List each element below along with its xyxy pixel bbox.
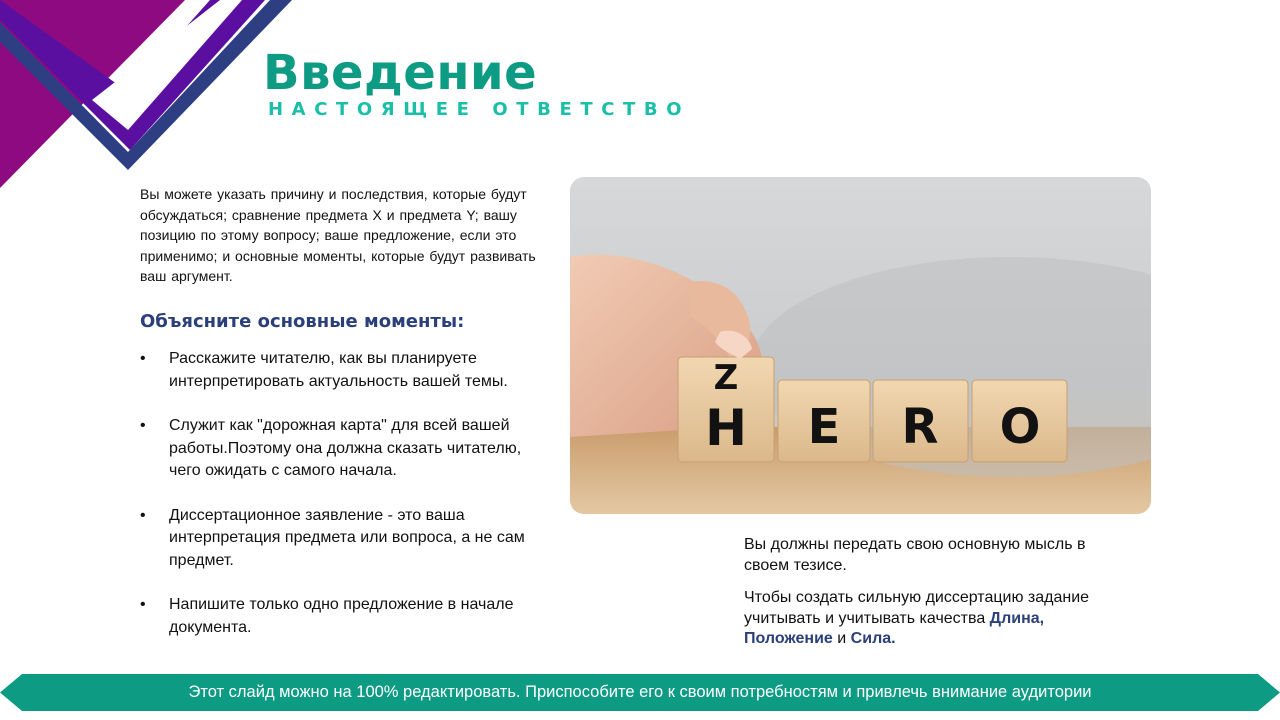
bullet-item (140, 415, 540, 483)
bullet-item (140, 348, 540, 393)
bullet-text: Напишите только одно предложение в начале документа. (169, 596, 514, 636)
bullet-text: Служит как "дорожная карта" для всей вашей работы.Поэтому она должна сказать читателю, чего ожидать с самого начала. (169, 417, 522, 479)
cube-letter: O (999, 399, 1041, 455)
cube-letter: Z (713, 358, 739, 398)
footer-text: Этот слайд можно на 100% редактировать. Приспособите его к своим потребностям и привлечь внимание аудитории (188, 683, 1092, 701)
cube-letter: H (705, 399, 747, 457)
intro-paragraph: Вы можете указать причину и последствия, которые будут обсуждаться; сравнение предмета X и предмета Y; вашу позицию по этому вопросу; ваше предложение, если это применимо; и основные моменты, которые будут развивать ваш аргумент. (140, 186, 536, 284)
note-main-idea: Вы должны передать свою основную мысль в своем тезисе. (744, 536, 1086, 574)
bullet-list (140, 348, 540, 639)
section-heading: Объясните основные моменты: (140, 311, 465, 332)
keyword-strength: Сила. (850, 630, 896, 647)
bullet-item (140, 505, 540, 573)
keyword-position: Положение (744, 630, 833, 647)
note-qualities (744, 588, 1134, 650)
bullet-dot-icon: • (140, 350, 146, 367)
note-qualities-text: Чтобы создать сильную диссертацию задание учитывать и учитывать качества (744, 589, 1090, 627)
cube-letter: R (901, 399, 939, 455)
bullet-item (140, 594, 540, 639)
slide-title: Введение (263, 45, 538, 101)
cube-letter: E (807, 399, 841, 455)
bullet-text: Диссертационное заявление - это ваша интерпретация предмета или вопроса, а не сам предмет. (169, 506, 525, 569)
hero-photo (570, 177, 1151, 514)
keyword-length: Длина, (989, 609, 1045, 627)
bullet-dot-icon: • (140, 596, 146, 613)
slide-subtitle: НАСТОЯЩЕЕ ОТВЕТСТВО (268, 99, 691, 120)
note-conjunction: и (837, 630, 847, 647)
corner-decoration (0, 0, 300, 200)
bullet-text: Расскажите читателю, как вы планируете интерпретировать актуальность вашей темы. (169, 350, 508, 390)
bullet-dot-icon: • (140, 506, 146, 524)
bullet-dot-icon: • (140, 417, 146, 434)
